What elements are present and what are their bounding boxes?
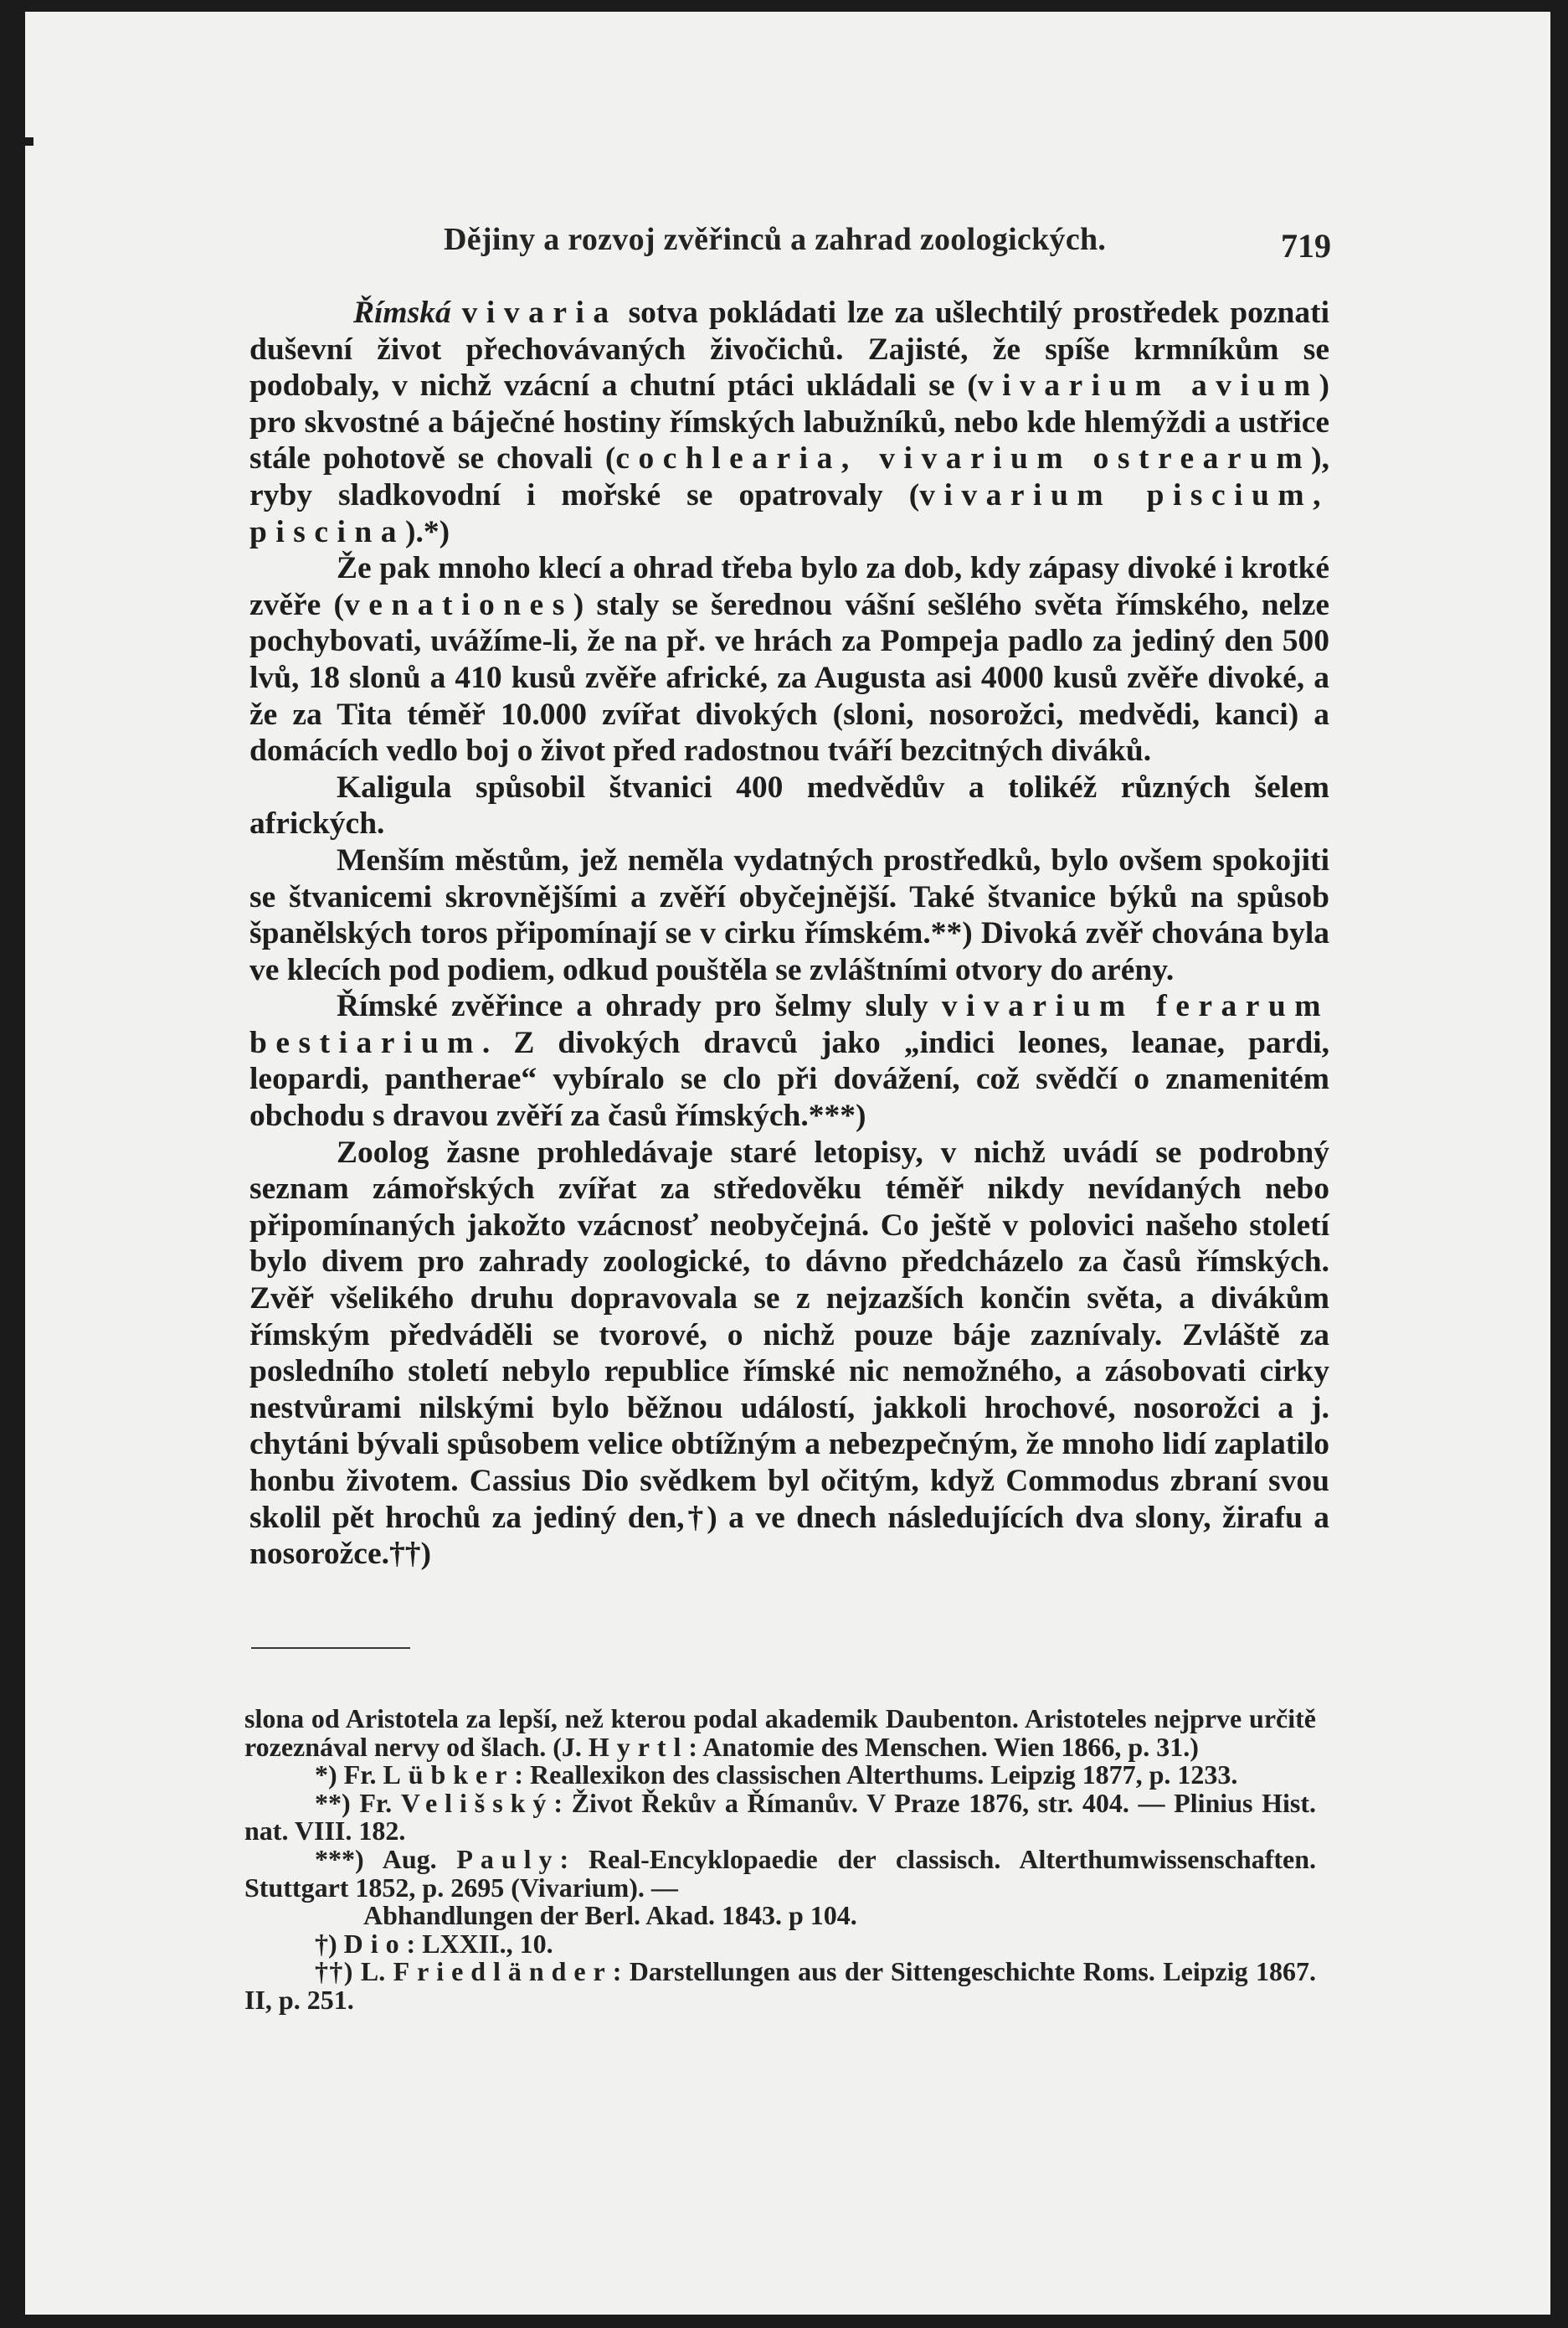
paragraph xyxy=(249,842,1329,988)
text-run: ) pro skvostné a báječné hostiny římských labužníků, nebo kde hlemýždi a ustřice stále pohotově se chovali ( xyxy=(249,368,1329,476)
footnote xyxy=(244,1705,1316,1761)
spaced-term: vivarium piscium, piscina xyxy=(249,477,1330,549)
footnote xyxy=(244,1787,1316,1846)
text-run: Že pak mnoho klecí a ohrad třeba bylo za dob, kdy zápasy divoké i krotké zvěře ( xyxy=(249,551,1329,622)
spaced-term: Hyrtl xyxy=(588,1731,689,1762)
text-run: ††) L. xyxy=(315,1956,393,1987)
spaced-term: Velišský xyxy=(400,1787,554,1818)
spaced-term: vivarium ferarum bestiarium xyxy=(249,989,1330,1060)
text-run: Římské zvěřince a ohrady pro šelmy sluly xyxy=(337,989,942,1024)
text-run: ).*) xyxy=(405,514,450,549)
page-header xyxy=(444,221,1331,271)
text-run: : LXXII., 10. xyxy=(406,1928,553,1959)
text-run: : Anatomie des Menschen. Wien 1866, p. 31.) xyxy=(688,1731,1199,1762)
page-number: 719 xyxy=(1281,227,1331,265)
spaced-term: Pauly xyxy=(456,1843,560,1874)
text-run: sotva pokládati lze za ušlechtilý prostředek poznati duševní život přechovávaných živočichů. Zajisté, že spíše krmníkům se podobaly, v nichž vzácní a chutní ptáci ukládali se ( xyxy=(249,296,1329,404)
text-run: Kaligula spůsobil štvanici 400 medvědův a tolikéž různých šelem afrických. xyxy=(249,770,1329,842)
text-run: Zoolog žasne prohledávaje staré letopisy, v nichž uvádí se podrobný seznam zámořských zvířat za středověku téměř nikdy nevídaných nebo připomínaných jakožto vzácnosť neobyčejná. Co ještě v polovici našeho století bylo divem pro zahrady zoologické, to dávno předcházelo za časů římských. Zvěř všelikého druhu dopravovala se z nejzazších končin světa, a divákům římským předváděli se tvorové, o nichž pouze báje zaznívaly. Zvláště za posledního století nebylo republice římské nic nemožného, a zásobovati cirky nestvůrami nilskými bylo běžnou událostí, jakkoli hrochové, nosorožci a j. chytáni bývali spůsobem velice obtížným a nebezpečným, že mnoho lidí zaplatilo honbu životem. Cassius Dio svědkem byl očitým, když Commodus zbraní svou skolil pět hrochů za jediný den,†) a ve dnech následujících dva slony, žirafu a nosorožce.††) xyxy=(249,1135,1329,1572)
text-run: slona od Aristotela za lepší, než kterou podal akademik Daubenton. Aristoteles nejprve určitě rozeznával nervy od šlach. (J. xyxy=(244,1703,1316,1762)
spaced-term: Dio xyxy=(343,1928,407,1959)
text-run: ), ryby sladkovodní i mořské se opatrovaly ( xyxy=(249,441,1329,512)
paragraph xyxy=(249,1135,1329,1573)
footnote xyxy=(244,1902,1316,1930)
footnotes xyxy=(244,1705,1316,2015)
running-head: Dějiny a rozvoj zvěřinců a zahrad zoologických. xyxy=(444,222,1107,257)
text-run: ***) Aug. xyxy=(315,1843,457,1874)
text-run: : Real-Encyklopaedie der classisch. Alterthumwissenschaften. Stuttgart 1852, p. 2695 (Vivarium). — xyxy=(244,1843,1316,1903)
text-run: *) Fr. xyxy=(315,1759,383,1790)
footnote xyxy=(244,1958,1316,2014)
text-run: Menším městům, jež neměla vydatných prostředků, bylo ovšem spokojiti se štvanicemi skrovnějšími a zvěří obyčejnější. Také štvanice býků na spůsob španělských toros připomínají se v cirku římském.**) Divoká zvěř chována byla ve klecích pod podiem, odkud pouštěla se zvláštními otvory do arény. xyxy=(249,842,1329,987)
text-run: †) xyxy=(315,1928,344,1959)
italic-term: Římská xyxy=(353,296,451,330)
spaced-term: Friedländer xyxy=(393,1956,613,1987)
paragraph xyxy=(249,770,1329,842)
spaced-term: venationes xyxy=(344,587,573,622)
scan-edge-mark xyxy=(25,137,33,146)
text-run: : Reallexikon des classischen Alterthums. Leipzig 1877, p. 1233. xyxy=(514,1759,1238,1790)
footnote-divider xyxy=(251,1647,410,1649)
paragraph xyxy=(249,550,1329,770)
footnote xyxy=(244,1930,1316,1959)
text-run: Abhandlungen der Berl. Akad. 1843. p 104. xyxy=(363,1900,857,1931)
spaced-term: vivarium avium xyxy=(977,368,1319,404)
main-text xyxy=(249,295,1329,1573)
text-run: ) staly se šerednou vášní sešlého světa římského, nelze pochybovati, uvážíme-li, že na př. ve hrách za Pompeja padlo za jediný den 500 lvů, 18 slonů a 410 kusů zvěře africké, za Augusta asi 4000 kusů zvěře divoké, a že za Tita téměř 10.000 zvířat divokých (sloni, nosorožci, medvědi, kanci) a domácích vedlo boj o život před radostnou tváří bezcitných diváků. xyxy=(249,587,1329,769)
footnote xyxy=(244,1761,1316,1790)
spaced-term: vivaria xyxy=(461,296,618,330)
spaced-term: Lübker xyxy=(383,1759,515,1790)
text-run xyxy=(451,296,462,330)
text-run: : Život Řekův a Římanův. V Praze 1876, str. 404. — Plinius Hist. nat. VIII. 182. xyxy=(244,1787,1316,1846)
paragraph xyxy=(249,988,1329,1134)
book-page xyxy=(25,12,1550,2315)
text-run: **) Fr. xyxy=(315,1787,401,1818)
text-run: : Darstellungen aus der Sittengeschichte Roms. Leipzig 1867. II, p. 251. xyxy=(244,1956,1317,2015)
paragraph xyxy=(249,295,1329,550)
spaced-term: cochlearia, vivarium ostrearum xyxy=(615,441,1312,476)
text-run: . Z divokých dravců jako „indici leones, leanae, pardi, leopardi, pantherae“ vybíralo se clo při dovážení, což svědčí o znamenitém obchodu s dravou zvěří za časů římských.***) xyxy=(249,1025,1329,1134)
footnote xyxy=(244,1843,1316,1903)
